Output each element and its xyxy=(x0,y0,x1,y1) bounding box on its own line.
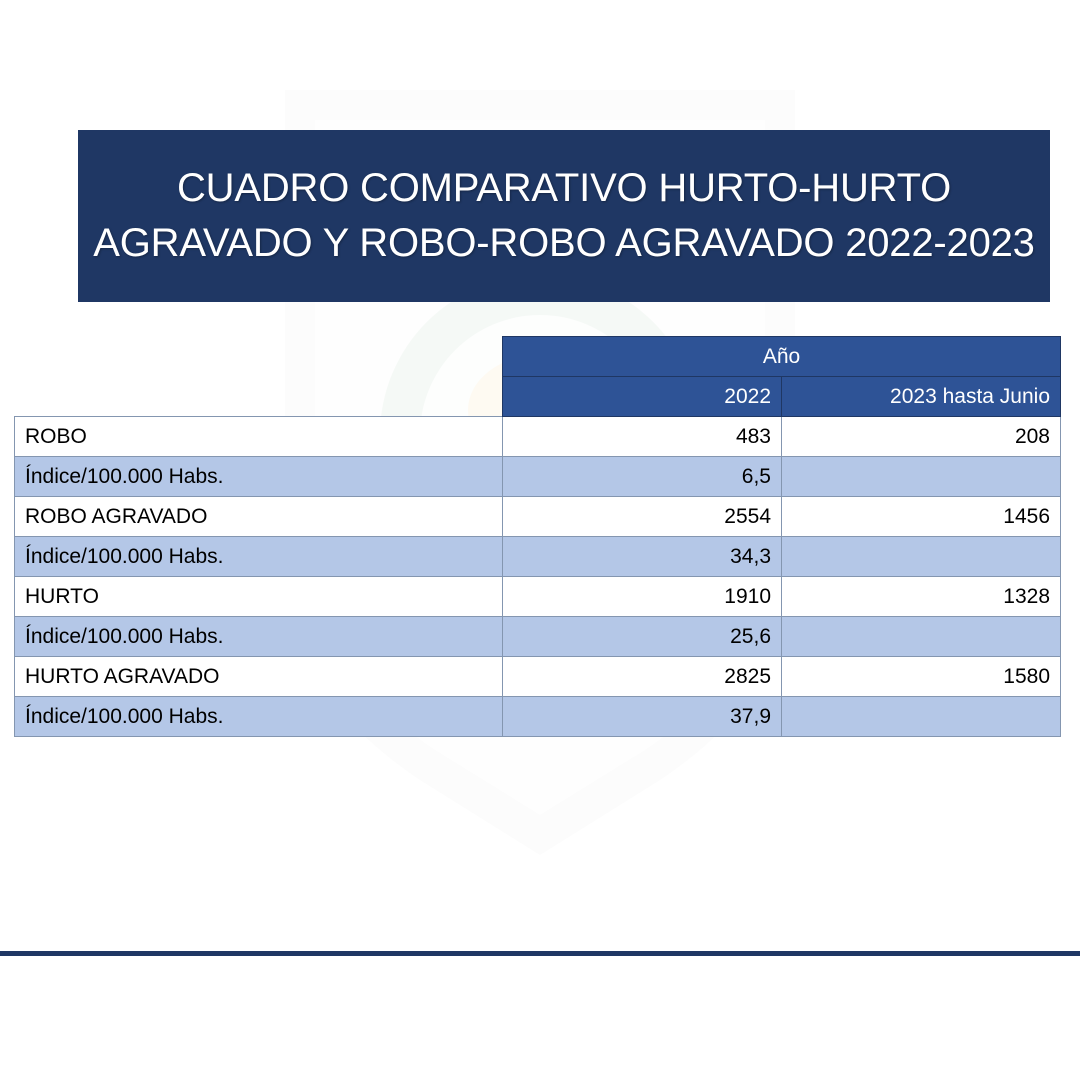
cell-2022: 1910 xyxy=(503,577,782,617)
table-row xyxy=(15,457,1061,497)
cell-2023: 1580 xyxy=(782,657,1061,697)
cell-2023: 208 xyxy=(782,417,1061,457)
table-row xyxy=(15,697,1061,737)
row-label-cell: Índice/100.000 Habs. xyxy=(15,697,503,737)
cell-2022: 2825 xyxy=(503,657,782,697)
cell-2022: 2554 xyxy=(503,497,782,537)
cell-2023 xyxy=(782,617,1061,657)
table-row xyxy=(15,537,1061,577)
cell-2023 xyxy=(782,457,1061,497)
table-head xyxy=(15,337,1061,417)
cell-2022: 25,6 xyxy=(503,617,782,657)
table-row xyxy=(15,417,1061,457)
table-body xyxy=(15,417,1061,737)
table-header-group-row xyxy=(15,337,1061,377)
table-row xyxy=(15,577,1061,617)
title-banner xyxy=(78,130,1050,302)
footer-bar xyxy=(0,956,1080,1080)
cell-2023 xyxy=(782,697,1061,737)
cell-2023: 1328 xyxy=(782,577,1061,617)
table-row xyxy=(15,497,1061,537)
page-title: CUADRO COMPARATIVO HURTO-HURTO AGRAVADO Y ROBO-ROBO AGRAVADO 2022-2023 xyxy=(93,165,1035,265)
cell-2022: 37,9 xyxy=(503,697,782,737)
cell-2022: 6,5 xyxy=(503,457,782,497)
row-label-cell: ROBO xyxy=(15,417,503,457)
row-label-cell: HURTO xyxy=(15,577,503,617)
row-label-cell: HURTO AGRAVADO xyxy=(15,657,503,697)
header-spacer-cell-2 xyxy=(15,377,503,417)
cell-2022: 483 xyxy=(503,417,782,457)
header-spacer-cell xyxy=(15,337,503,377)
table-row xyxy=(15,617,1061,657)
cell-2023: 1456 xyxy=(782,497,1061,537)
row-label-cell: Índice/100.000 Habs. xyxy=(15,457,503,497)
row-label-cell: Índice/100.000 Habs. xyxy=(15,537,503,577)
comparative-statistics-table xyxy=(14,336,1061,737)
table-row xyxy=(15,657,1061,697)
cell-2023 xyxy=(782,537,1061,577)
table-header-row xyxy=(15,377,1061,417)
column-header-2023: 2023 hasta Junio xyxy=(782,377,1061,417)
row-label-cell: Índice/100.000 Habs. xyxy=(15,617,503,657)
row-label-cell: ROBO AGRAVADO xyxy=(15,497,503,537)
cell-2022: 34,3 xyxy=(503,537,782,577)
column-header-2022: 2022 xyxy=(503,377,782,417)
column-group-header-year: Año xyxy=(503,337,1061,377)
